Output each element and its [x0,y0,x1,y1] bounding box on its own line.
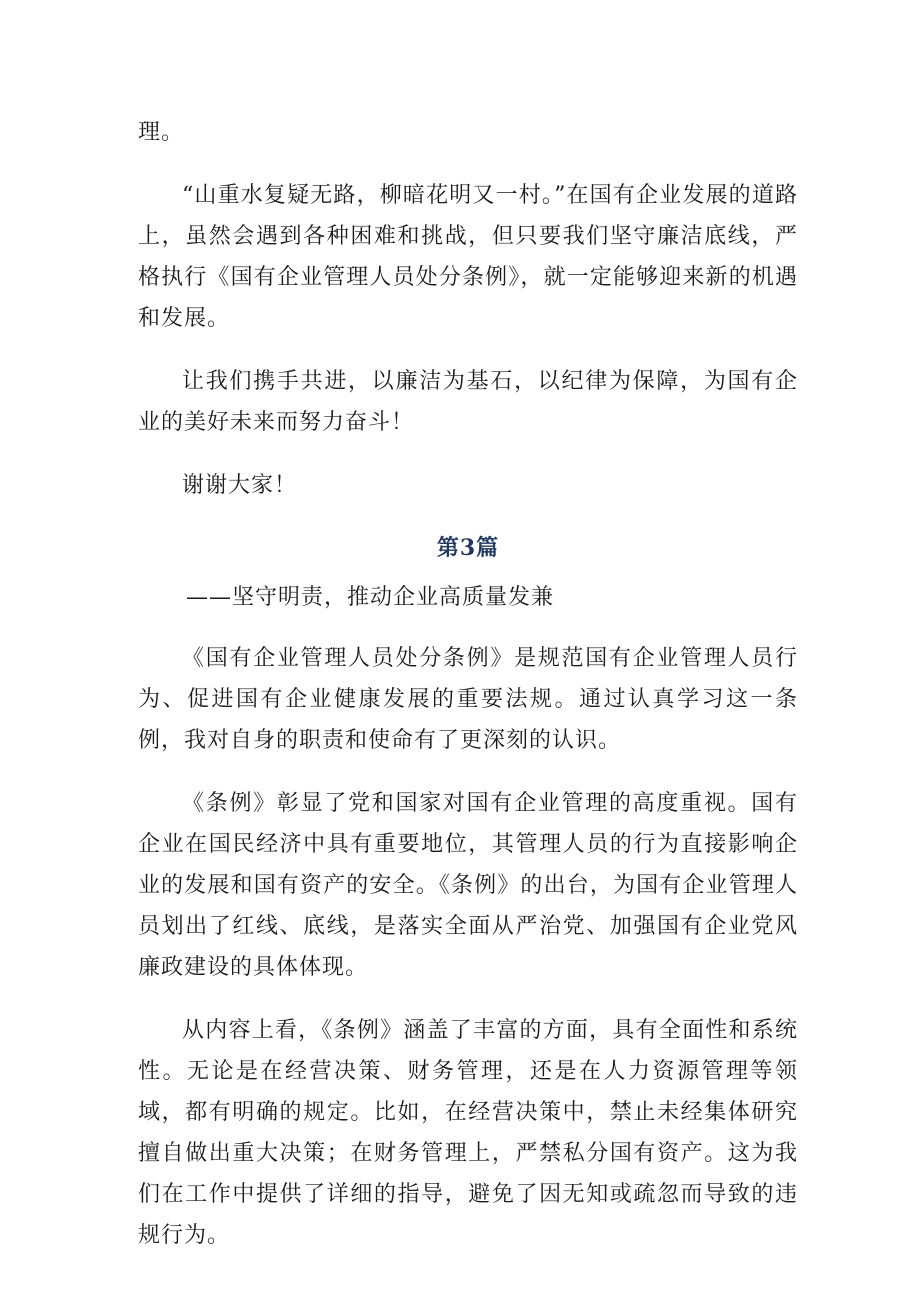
paragraph-significance: 《条例》彰显了党和国家对国有企业管理的高度重视。国有企业在国民经济中具有重要地位，其管理人员的行为直接影响企业的发展和国有资产的安全。《条例》的出台，为国有企业管理人员划出了红线、底线，是落实全面从严治党、加强国有企业党风廉政建设的具体体现。 [138,791,798,980]
document-body [138,112,798,1278]
paragraph-call-to-action: 让我们携手共进，以廉洁为基石，以纪律为保障，为国有企业的美好未来而努力奋斗！ [138,369,798,435]
paragraph-thanks: 谢谢大家！ [182,473,298,498]
section-subtitle: ——坚守明责，推动企业高质量发兼 [186,585,555,610]
section-heading: 第3篇 [436,535,500,561]
paragraph-intro: 《国有企业管理人员处分条例》是规范国有企业管理人员行为、促进国有企业健康发展的重要法规。通过认真学习这一条例，我对自身的职责和使命有了更深刻的认识。 [138,646,798,753]
paragraph-quote: “山重水复疑无路，柳暗花明又一村。”在国有企业发展的道路上，虽然会遇到各种困难和挑战，但只要我们坚守廉洁底线，严格执行《国有企业管理人员处分条例》，就一定能够迎来新的机遇和发展。 [138,183,798,331]
paragraph-content: 从内容上看，《条例》涵盖了丰富的方面，具有全面性和系统性。无论是在经营决策、财务管理，还是在人力资源管理等领域，都有明确的规定。比如，在经营决策中，禁止未经集体研究擅自做出重大决策；在财务管理上，严禁私分国有资产。这为我们在工作中提供了详细的指导，避免了因无知或疏忽而导致的违规行为。 [138,1018,798,1248]
paragraph-fragment: 理。 [138,120,185,145]
